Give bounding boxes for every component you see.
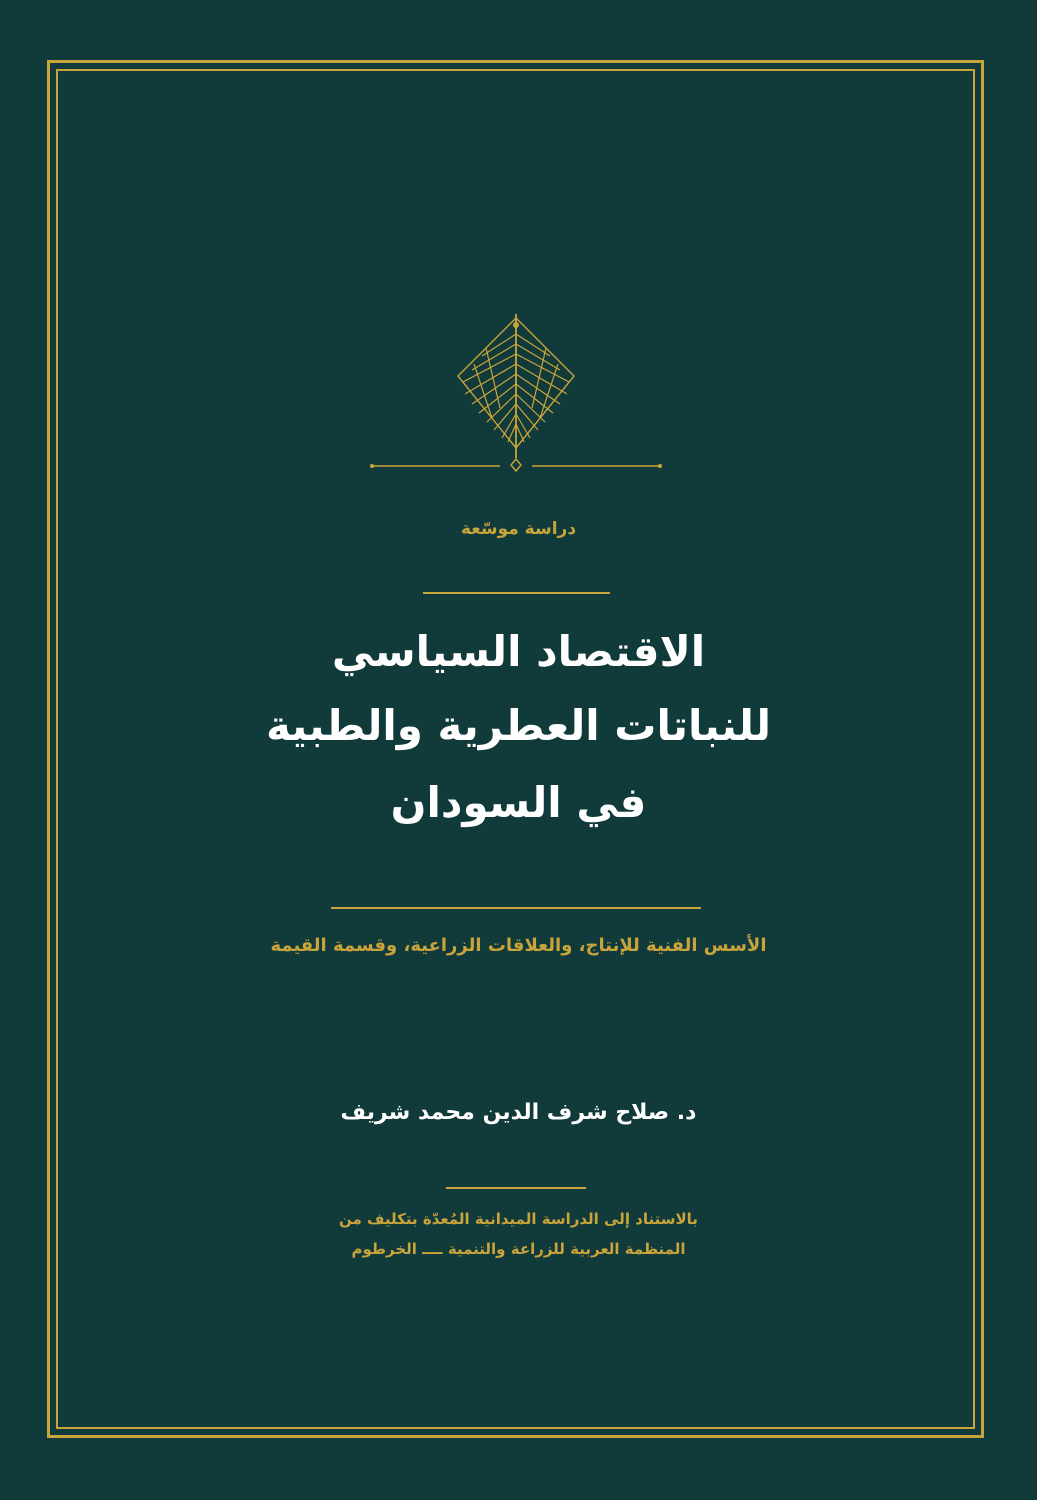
divider-middle [331, 907, 701, 909]
title-line-1: الاقتصاد السياسي [331, 627, 706, 676]
title-line-3: في السودان [390, 778, 647, 827]
author-name: د. صلاح شرف الدين محمد شريف [340, 1100, 697, 1125]
subtitle: الأسس الفنية للإنتاج، والعلاقات الزراعية، وقسمة القيمة [270, 935, 767, 956]
note-line-2: المنظمة العربية للزراعة والتنمية ــــ الخرطوم [351, 1240, 686, 1258]
eyebrow-label: دراسة موسّعة [460, 519, 577, 539]
title-line-2: للنباتات العطرية والطبية [265, 701, 772, 750]
note-line-1: بالاستناد إلى الدراسة الميدانية المُعدّة بتكليف من [339, 1210, 698, 1228]
divider-bottom [446, 1187, 586, 1189]
leaf-emblem-icon [366, 312, 666, 478]
divider-top [423, 592, 610, 594]
